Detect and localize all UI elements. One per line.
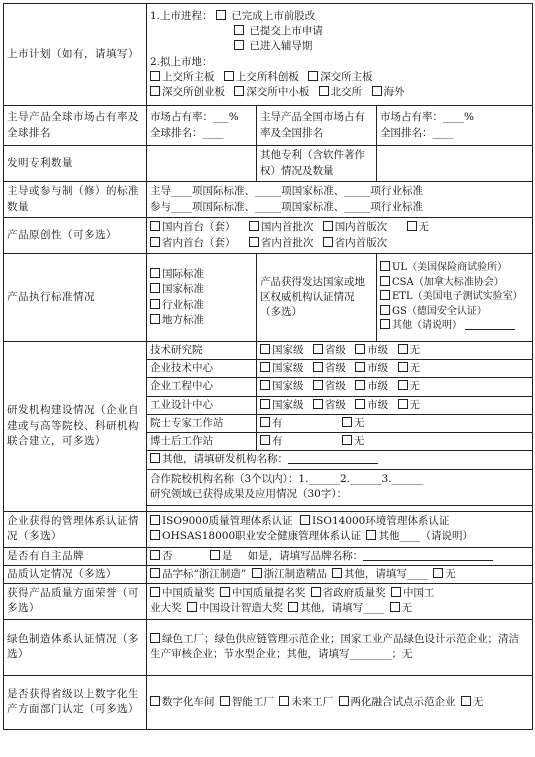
exec-standard-label: 产品执行标准情况 xyxy=(4,254,147,342)
option-label: 上交所科创板 xyxy=(235,70,299,83)
option-label: 中国质量提名奖 xyxy=(231,587,306,600)
checkbox[interactable] xyxy=(398,344,408,354)
quality-cert-cell xyxy=(147,565,533,583)
honors-row xyxy=(4,583,533,619)
patent-label: 发明专利数量 xyxy=(4,146,147,182)
option-label: 中国工 xyxy=(403,587,435,600)
checkbox[interactable] xyxy=(150,550,160,560)
option-label: CSA（加拿大标准协会） xyxy=(392,276,504,288)
option-label: 市级 xyxy=(367,380,389,393)
checkbox[interactable] xyxy=(313,344,323,354)
checkbox[interactable] xyxy=(150,696,160,706)
option-label: 无 xyxy=(418,221,430,234)
option-label: 业大奖 xyxy=(150,602,182,615)
coop-institutes-field: 合作院校机构名称（3个以内）：1.______2.______3.______ xyxy=(150,472,423,485)
institute-name: 博士后工作站 xyxy=(147,433,257,451)
institute-name: 工业设计中心 xyxy=(147,396,257,414)
option-label: GS（德国安全认证） xyxy=(392,305,487,317)
checkbox[interactable] xyxy=(342,435,352,445)
option-label: 国内首版次 xyxy=(334,221,388,234)
checkbox[interactable] xyxy=(150,299,160,309)
standard-row xyxy=(4,182,533,218)
national-share-cell[interactable] xyxy=(377,106,533,146)
checkbox[interactable] xyxy=(249,237,259,247)
option-label: 国家级 xyxy=(272,362,304,375)
listing-plan-row xyxy=(4,4,533,106)
option-label: 省政府质量奖 xyxy=(322,587,386,600)
brand-cell xyxy=(147,547,533,565)
rd-row xyxy=(4,342,533,360)
checkbox[interactable] xyxy=(461,696,471,706)
option-label: 中国质量奖 xyxy=(162,587,215,600)
brand-label: 是否有自主品牌 xyxy=(4,547,147,565)
patent-row xyxy=(4,146,533,182)
listing-place-title: 2.拟上市地： xyxy=(150,55,213,68)
research-result-field: 研究领域已获得成果及应用情况（30字）： xyxy=(150,488,348,501)
option-label: 上交所主板 xyxy=(162,70,215,83)
checkbox[interactable] xyxy=(366,530,376,540)
option-label: 行业标准 xyxy=(162,298,204,311)
option-label: 中国设计智造大奖 xyxy=(198,602,283,615)
originality-row xyxy=(4,218,533,254)
option-label: 国家标准 xyxy=(162,283,204,296)
checkbox[interactable] xyxy=(260,362,270,372)
checkbox[interactable] xyxy=(260,344,270,354)
checkbox[interactable] xyxy=(380,305,390,315)
option-label: 无 xyxy=(445,567,456,580)
checkbox[interactable] xyxy=(150,530,160,540)
checkbox[interactable] xyxy=(391,587,401,597)
global-share-cell[interactable] xyxy=(147,106,257,146)
option-label: 其他____（请说明） xyxy=(378,530,473,543)
checkbox[interactable] xyxy=(323,221,333,231)
rd-other-blank[interactable] xyxy=(288,453,378,464)
option-label: 国内首批次 xyxy=(260,221,314,234)
institute-levels xyxy=(257,378,533,396)
option-label: 无 xyxy=(353,416,365,429)
option-label: 国家级 xyxy=(272,344,304,356)
honors-label: 获得产品质量方面荣誉（可多选） xyxy=(4,583,147,619)
checkbox[interactable] xyxy=(355,362,365,372)
checkbox[interactable] xyxy=(380,319,390,329)
checkbox[interactable] xyxy=(187,602,197,612)
checkbox[interactable] xyxy=(150,633,160,643)
option-label: ETL（美国电子测试实验室） xyxy=(392,291,523,303)
checkbox[interactable] xyxy=(216,10,226,20)
option-label: 深交所创业板 xyxy=(162,85,225,98)
enterprise-info-table xyxy=(3,3,533,730)
honors-cell xyxy=(147,583,533,619)
checkbox[interactable] xyxy=(313,399,323,409)
green-cert-options: 绿色工厂；绿色供应链管理示范企业；国家工业产品绿色设计示范企业；清洁生产审核企业；节水型企业；其他，请填写________；无 xyxy=(150,633,519,661)
mgmt-cert-cell xyxy=(147,511,533,547)
checkbox[interactable] xyxy=(150,568,160,578)
checkbox[interactable] xyxy=(308,71,318,81)
checkbox[interactable] xyxy=(150,314,160,324)
option-label: 国际标准 xyxy=(162,268,204,281)
checkbox[interactable] xyxy=(313,362,323,372)
option-label: 国内首台（套） xyxy=(162,221,236,234)
option-label: OHSAS18000职业安全健康管理体系认证 xyxy=(162,530,362,543)
option-label: 无 xyxy=(409,398,421,411)
brand-name-label: 如是，请填写品牌名称： xyxy=(247,549,364,562)
other-patent-label: 其他专利（含软件著作权）情况及数量 xyxy=(257,146,377,182)
checkbox[interactable] xyxy=(398,399,408,409)
option-label: 已提交上市申请 xyxy=(249,25,323,38)
checkbox[interactable] xyxy=(260,399,270,409)
option-label: 国家级 xyxy=(272,398,304,411)
checkbox[interactable] xyxy=(279,696,289,706)
national-share-label: 主导产品全国市场占有率及全国排名 xyxy=(257,106,377,146)
option-label: 有 xyxy=(272,416,283,429)
option-label: 省内首台（套） xyxy=(162,236,236,249)
institute-levels xyxy=(257,433,533,451)
checkbox[interactable] xyxy=(311,587,321,597)
option-label: UL（美国保险商试验所） xyxy=(392,262,508,274)
standard-lead-line: 主导____项国际标准、_____项国家标准、_____项行业标准 xyxy=(150,185,423,198)
originality-cell xyxy=(147,218,533,254)
market-share-row xyxy=(4,106,533,146)
option-label: 北交所 xyxy=(330,85,363,98)
institute-levels xyxy=(257,396,533,414)
checkbox[interactable] xyxy=(150,587,160,597)
option-label: 有 xyxy=(272,435,283,448)
checkbox[interactable] xyxy=(150,283,160,293)
rd-label: 研发机构建设情况（企业自建或与高等院校、科研机构联合建立，可多选） xyxy=(4,342,147,512)
option-label: ISO9000质量管理体系认证 xyxy=(162,514,293,527)
checkbox[interactable] xyxy=(249,221,259,231)
checkbox[interactable] xyxy=(260,417,270,427)
option-label: 省内首版次 xyxy=(334,236,388,249)
option-label: 市级 xyxy=(367,398,389,411)
option-label: 海外 xyxy=(383,85,405,98)
checkbox[interactable] xyxy=(398,362,408,372)
checkbox[interactable] xyxy=(150,71,160,81)
checkbox[interactable] xyxy=(252,568,262,578)
checkbox[interactable] xyxy=(150,221,160,231)
exec-standard-row xyxy=(4,254,533,342)
checkbox[interactable] xyxy=(234,25,244,35)
brand-row xyxy=(4,547,533,565)
option-label: 未来工厂 xyxy=(291,695,334,708)
exec-standard-options xyxy=(147,254,257,342)
institute-levels xyxy=(257,360,533,378)
option-label: 其他（请说明） xyxy=(392,320,462,332)
standard-cell[interactable] xyxy=(147,182,533,218)
option-label: 深交所中小板 xyxy=(246,85,310,98)
market-share-label: 主导产品全球市场占有率及全球排名 xyxy=(4,106,147,146)
checkbox[interactable] xyxy=(433,568,443,578)
rd-coop-cell[interactable] xyxy=(147,469,533,505)
option-label: 深交所主板 xyxy=(320,70,373,83)
option-label: 无 xyxy=(409,344,421,356)
global-share-field: 市场占有率：___% xyxy=(150,111,239,124)
option-label: 其他，请填写____ xyxy=(300,602,385,615)
checkbox[interactable] xyxy=(355,399,365,409)
checkbox[interactable] xyxy=(150,268,160,278)
checkbox[interactable] xyxy=(380,276,390,286)
institute-levels xyxy=(257,342,533,360)
checkbox[interactable] xyxy=(380,261,390,271)
option-label: 省级 xyxy=(324,344,346,356)
standard-join-line: 参与____项国际标准、_____项国家标准、_____项行业标准 xyxy=(150,200,423,213)
option-label: 数字化车间 xyxy=(162,695,215,708)
mgmt-cert-label: 企业获得的管理体系认证情况（多选） xyxy=(4,511,147,547)
option-label: 已完成上市前股改 xyxy=(231,9,316,22)
option-label: 已进入辅导期 xyxy=(249,40,313,53)
option-label: 省级 xyxy=(324,398,346,411)
checkbox[interactable] xyxy=(150,515,160,525)
option-label: ISO14000环境管理体系认证 xyxy=(312,514,450,527)
national-rank-field: 全国排名：____ xyxy=(380,126,454,139)
option-label: 省内首批次 xyxy=(260,236,314,249)
checkbox[interactable] xyxy=(398,380,408,390)
cert-options xyxy=(377,254,533,342)
checkbox[interactable] xyxy=(390,602,400,612)
checkbox[interactable] xyxy=(332,568,342,578)
rd-other-cell xyxy=(147,451,533,469)
green-cert-cell[interactable] xyxy=(147,619,533,675)
option-label: 省级 xyxy=(324,362,346,375)
option-label: 无 xyxy=(353,435,365,448)
institute-name: 企业工程中心 xyxy=(147,378,257,396)
checkbox[interactable] xyxy=(220,587,230,597)
checkbox[interactable] xyxy=(234,40,244,50)
checkbox[interactable] xyxy=(260,435,270,445)
institute-name: 院士专家工作站 xyxy=(147,414,257,432)
option-label: 市级 xyxy=(367,362,389,375)
other-patent-field[interactable] xyxy=(377,146,533,182)
checkbox[interactable] xyxy=(150,453,160,463)
quality-cert-label: 品质认定情况（多选） xyxy=(4,565,147,583)
option-label: 无 xyxy=(401,602,413,615)
other-cert-blank[interactable] xyxy=(465,319,515,330)
checkbox[interactable] xyxy=(319,86,329,96)
checkbox[interactable] xyxy=(323,237,333,247)
checkbox[interactable] xyxy=(380,290,390,300)
national-share-field: 市场占有率：____% xyxy=(380,111,474,124)
standard-label: 主导或参与制（修）的标准数量 xyxy=(4,182,147,218)
option-label: 否 xyxy=(162,549,173,562)
institute-name: 企业技术中心 xyxy=(147,360,257,378)
cert-label: 产品获得发达国家或地区权威机构认证情况（多选） xyxy=(257,254,377,342)
checkbox[interactable] xyxy=(300,515,310,525)
checkbox[interactable] xyxy=(220,696,230,706)
option-label: 省级 xyxy=(324,380,346,393)
checkbox[interactable] xyxy=(150,86,160,96)
checkbox[interactable] xyxy=(339,696,349,706)
green-cert-label: 绿色制造体系认证情况（多选） xyxy=(4,619,147,675)
checkbox[interactable] xyxy=(260,380,270,390)
originality-label: 产品原创性（可多选） xyxy=(4,218,147,254)
global-rank-field: 全球排名：____ xyxy=(150,126,224,139)
option-label: 两化融合试点示范企业 xyxy=(350,695,456,708)
option-label: 无 xyxy=(409,362,421,375)
checkbox[interactable] xyxy=(342,417,352,427)
option-label: 无 xyxy=(472,695,484,708)
digital-label: 是否获得省级以上数字化生产方面部门认定（可多选） xyxy=(4,675,147,729)
option-label: 智能工厂 xyxy=(231,695,274,708)
checkbox[interactable] xyxy=(224,71,234,81)
option-label: 市级 xyxy=(367,344,389,356)
patent-count-field[interactable] xyxy=(147,146,257,182)
listing-plan-label: 上市计划（如有，请填写） xyxy=(4,4,147,106)
checkbox[interactable] xyxy=(234,86,244,96)
option-label: 是 xyxy=(221,549,233,562)
checkbox[interactable] xyxy=(313,380,323,390)
brand-name-blank[interactable] xyxy=(363,550,493,561)
mgmt-cert-row xyxy=(4,511,533,547)
listing-plan-cell xyxy=(147,4,533,106)
institute-name: 技术研究院 xyxy=(147,342,257,360)
option-label: 浙江制造精品 xyxy=(263,567,327,580)
checkbox[interactable] xyxy=(150,237,160,247)
option-label: 地方标准 xyxy=(162,313,204,326)
checkbox[interactable] xyxy=(288,602,298,612)
rd-other-label: 其他，请填研发机构名称： xyxy=(162,453,288,466)
listing-progress-title: 1.上市进程： xyxy=(150,9,213,22)
checkbox[interactable] xyxy=(407,221,417,231)
option-label: 品字标“浙江制造” xyxy=(162,567,247,580)
checkbox[interactable] xyxy=(372,86,382,96)
option-label: 无 xyxy=(409,380,421,393)
checkbox[interactable] xyxy=(355,344,365,354)
option-label: 其他，请填写____ xyxy=(343,567,428,580)
checkbox[interactable] xyxy=(210,550,220,560)
checkbox[interactable] xyxy=(355,380,365,390)
green-cert-row xyxy=(4,619,533,675)
quality-cert-row xyxy=(4,565,533,583)
digital-row xyxy=(4,675,533,729)
digital-cell xyxy=(147,675,533,729)
institute-levels xyxy=(257,414,533,432)
option-label: 国家级 xyxy=(272,380,304,393)
